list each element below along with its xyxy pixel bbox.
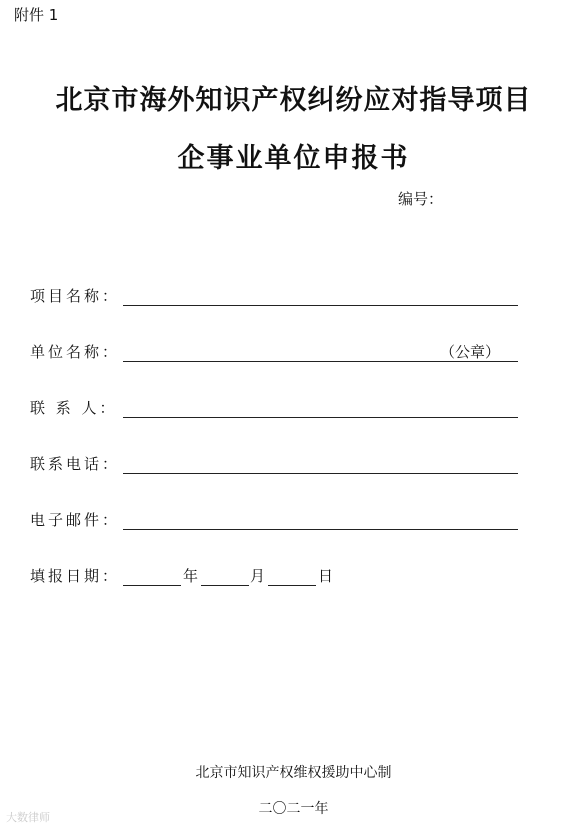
- email-field[interactable]: [123, 529, 518, 530]
- email-label: 电子邮件：: [30, 511, 121, 529]
- project-name-label: 项目名称：: [30, 287, 121, 305]
- seal-note: （公章）: [440, 343, 501, 361]
- year-footer: 二〇二一年: [258, 801, 329, 817]
- unit-name-label: 单位名称：: [30, 343, 121, 361]
- serial-number-label: 编号：: [398, 190, 444, 208]
- date-label: 填报日期：: [30, 567, 121, 585]
- month-field[interactable]: [201, 585, 249, 586]
- document-subtitle: 企事业单位申报书: [177, 143, 410, 174]
- issuer-footer: 北京市知识产权维权援助中心制: [195, 765, 392, 781]
- project-name-field[interactable]: [123, 305, 518, 306]
- watermark: 大数律师: [6, 811, 50, 824]
- day-field[interactable]: [268, 585, 316, 586]
- phone-label: 联系电话：: [30, 455, 121, 473]
- year-field[interactable]: [123, 585, 181, 586]
- document-title: 北京市海外知识产权纠纷应对指导项目: [55, 85, 532, 116]
- day-label: 日: [318, 567, 334, 585]
- phone-field[interactable]: [123, 473, 518, 474]
- attachment-label: 附件 1: [14, 6, 59, 24]
- contact-label: 联 系 人：: [30, 399, 118, 417]
- date-row: [30, 565, 350, 587]
- contact-field[interactable]: [123, 417, 518, 418]
- year-label: 年: [183, 567, 199, 585]
- month-label: 月: [250, 567, 266, 585]
